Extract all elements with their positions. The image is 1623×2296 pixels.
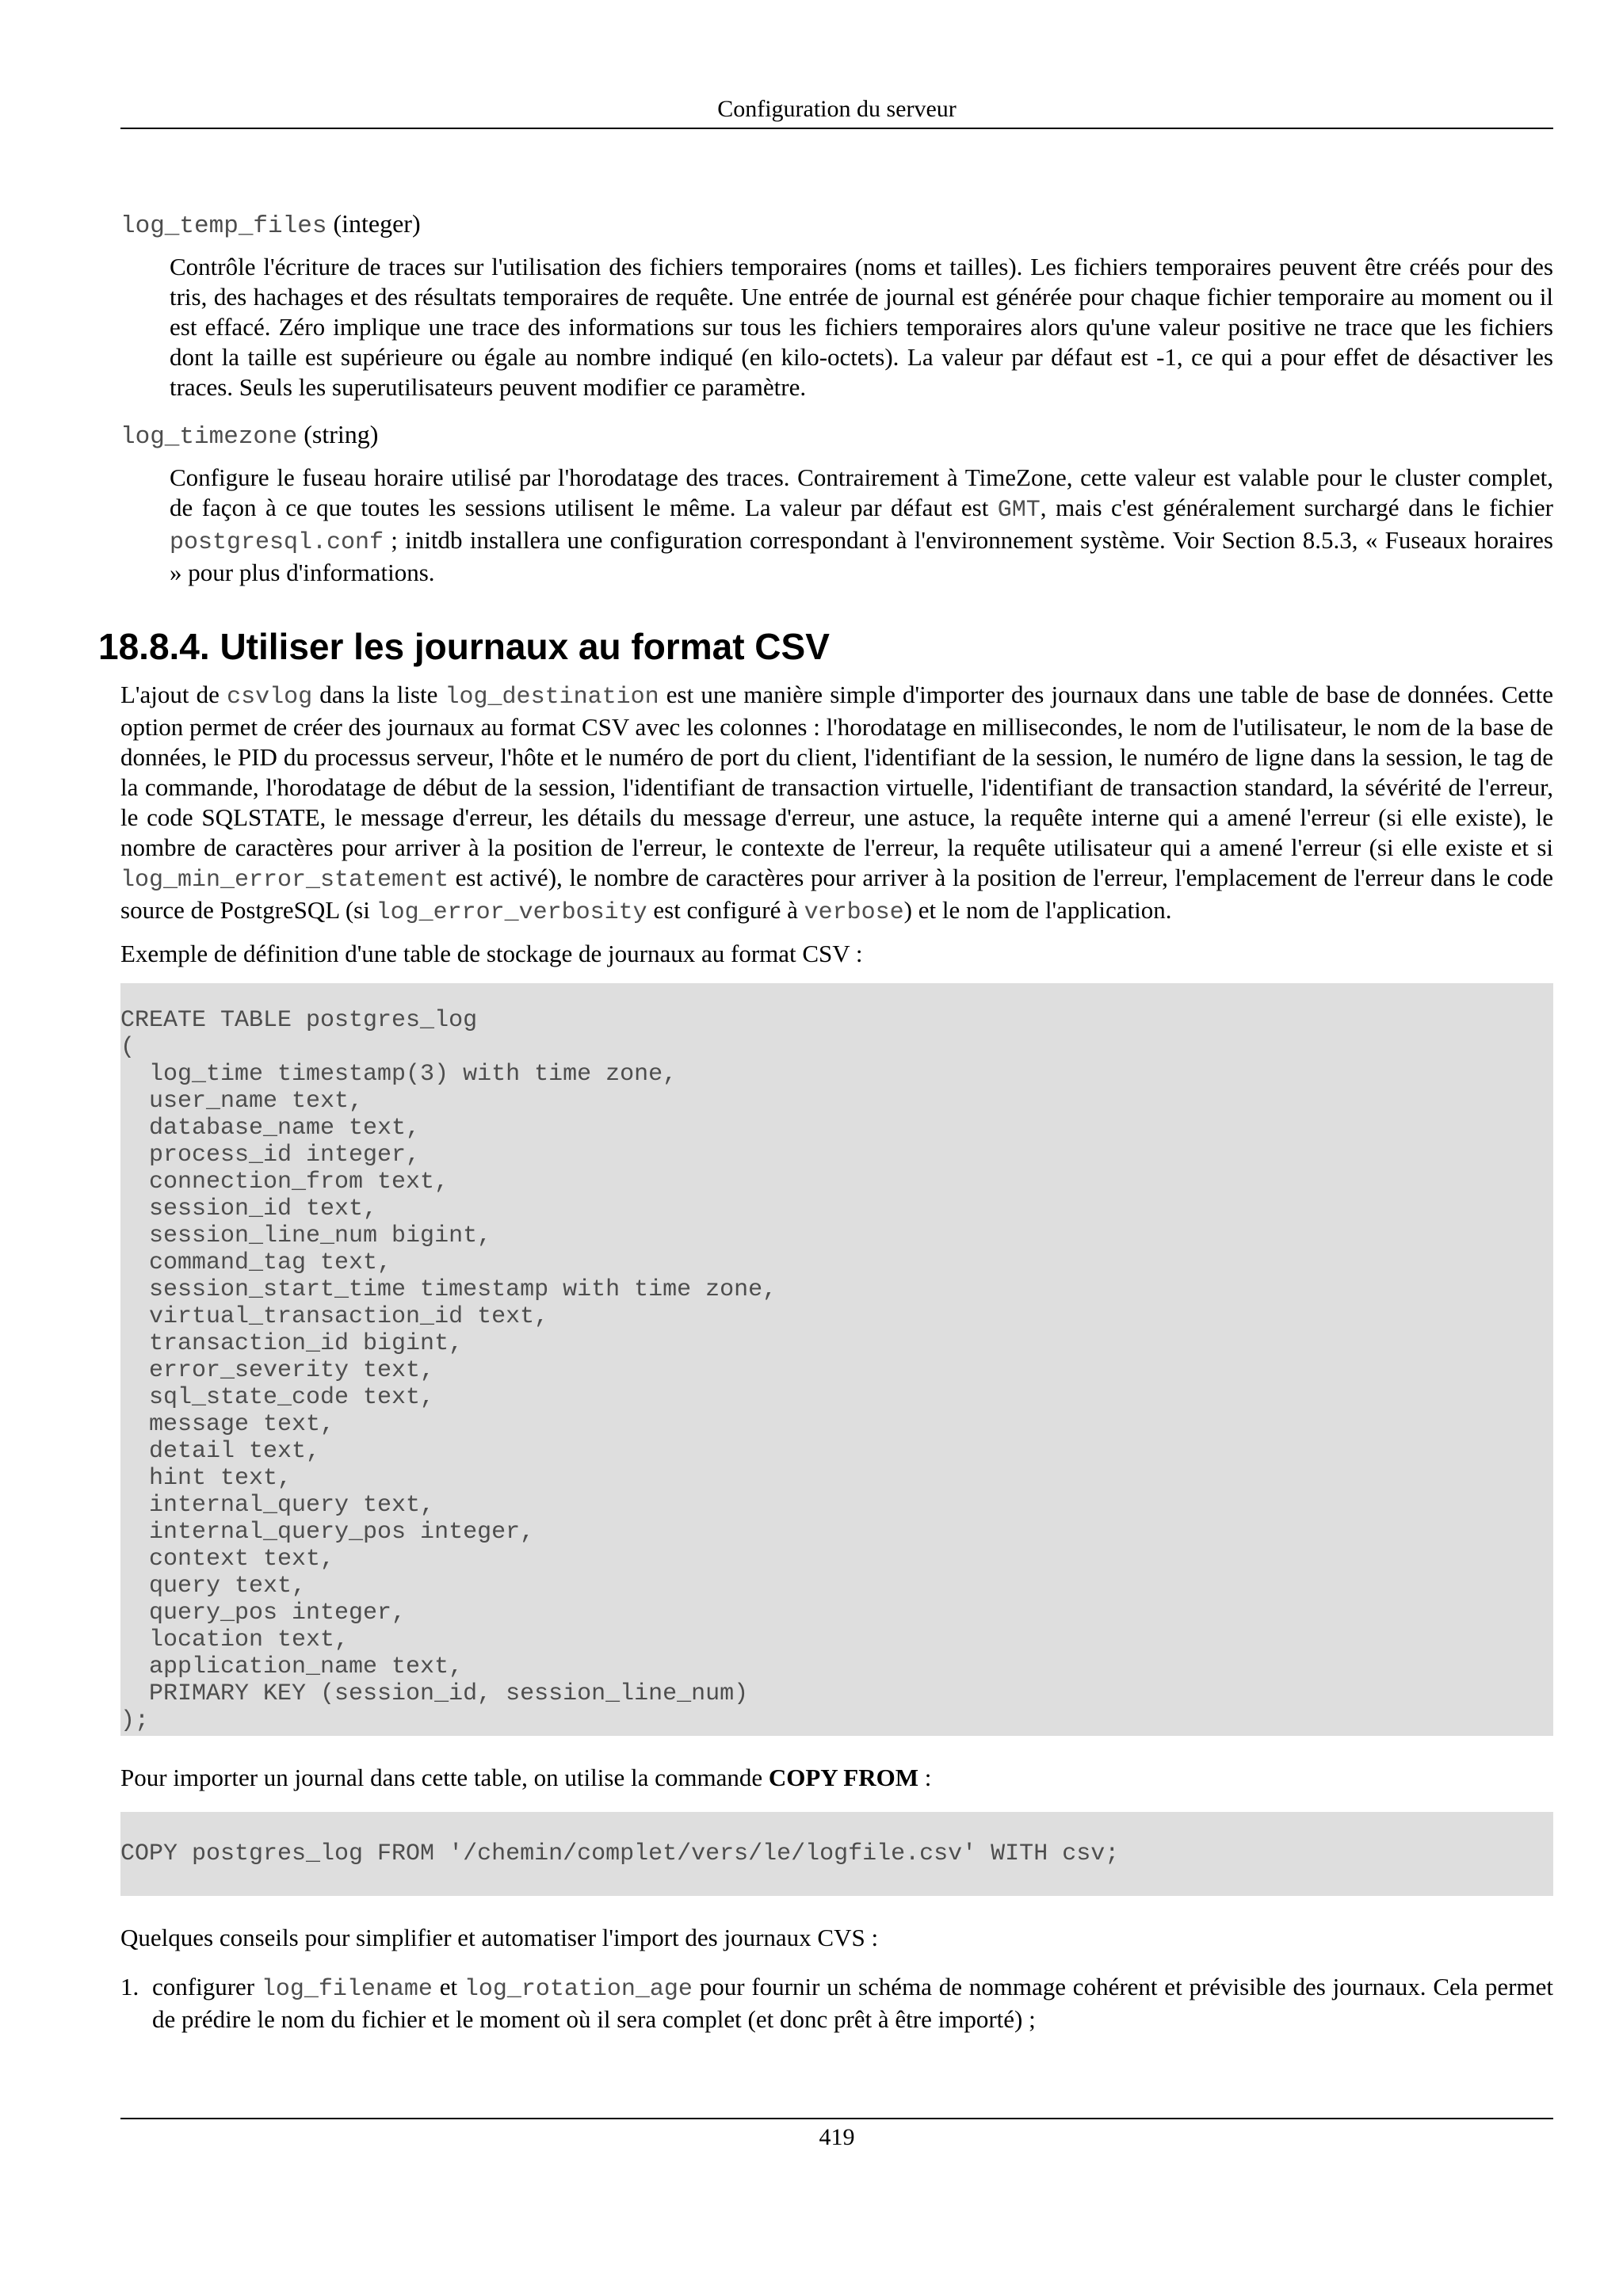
text-run: ) et le nom de l'application.: [903, 896, 1172, 924]
list-item-text: [152, 1972, 1553, 2035]
header-rule: [120, 128, 1553, 129]
tips-intro: Quelques conseils pour simplifier et automatiser l'import des journaux CVS :: [120, 1924, 879, 1951]
copy-code: COPY postgres_log FROM '/chemin/complet/vers/le/logfile.csv' WITH csv;: [120, 1840, 1120, 1867]
text-run: est une manière simple d'importer des journaux dans une table de base de données. Cette option permet de créer des journaux au format CSV avec les colonnes : l'horodatage en millisecondes, le nom de l'utilisateur, le nom de la base de données, le PID du processus serveur, l'hôte et le numéro de port du client, l'identifiant de la session, le numéro de ligne dans la session, le tag de la commande, l'horodatage de début de la session, l'identifiant de transaction virtuelle, l'identifiant de transaction standard, la sévérité de l'erreur, le code SQLSTATE, le message d'erreur, les détails du message d'erreur, une astuce, la requête interne qui a amené l'erreur (si elle existe), le nombre de caractères pour arriver à la position de l'erreur, le contexte de l'erreur, la requête utilisateur qui a amené l'erreur (si elle existe et si: [120, 681, 1554, 861]
definition-log-temp-files: Contrôle l'écriture de traces sur l'utilisation des fichiers temporaires (noms et tailles). Les fichiers temporaires peuvent être créés pour des tris, des hachages et des résultats temporaires de requête. Une entrée de journal est générée pour chaque fichier temporaire au moment ou il est effacé. Zéro implique une trace des informations sur tous les fichiers temporaires alors qu'une valeur positive ne trace que les fichiers dont la taille est supérieure ou égale au nombre indiqué (en kilo-octets). La valeur par défaut est -1, ce qui a pour effet de désactiver les traces. Seuls les superutilisateurs peuvent modifier ce paramètre.: [170, 253, 1553, 401]
example-label: Exemple de définition d'une table de stockage de journaux au format CSV :: [120, 940, 863, 967]
term-log-temp-files: [120, 208, 1553, 242]
text-run: ; initdb installera une configuration correspondant à l'environnement système. Voir Section 8.5.3, « Fuseaux horaires » pour plus d'informations.: [170, 526, 1553, 586]
inline-code: log_filename: [261, 1976, 433, 2003]
inline-code: csvlog: [227, 684, 313, 711]
text-run: Configure le fuseau horaire utilisé par l'horodatage des traces. Contrairement à TimeZone, cette valeur est valable pour le cluster complet, de façon à ce que toutes les sessions utilisent le même. La valeur par défaut est: [170, 463, 1553, 521]
list-number: 1.: [120, 1973, 139, 2000]
inline-code: postgresql.conf: [170, 529, 384, 556]
text-run: :: [918, 1764, 932, 1791]
parameter-name: log_temp_files: [120, 212, 327, 240]
running-header: Configuration du serveur: [717, 96, 957, 122]
import-paragraph: [120, 1763, 1553, 1793]
parameter-type: (string): [304, 420, 379, 448]
command-name: COPY FROM: [768, 1764, 918, 1791]
text-run: L'ajout de: [120, 681, 227, 708]
create-table-code-block: [120, 983, 1553, 1736]
create-table-code: CREATE TABLE postgres_log ( log_time timestamp(3) with time zone, user_name text, database_name text, process_id integer, connection_from text, session_id text, session_line_num bigint, command_tag text, session_start_time timestamp with time zone, virtual_transaction_id text, transaction_id bigint, error_severity text, sql_state_code text, message text, detail text, hint text, internal_query text, internal_query_pos integer, context text, query text, query_pos integer, location text, application_name text, PRIMARY KEY (session_id, session_line_num) );: [120, 1007, 777, 1734]
inline-code: verbose: [804, 899, 904, 926]
footer-rule: [120, 2118, 1553, 2119]
text-run: configurer: [152, 1973, 262, 2000]
inline-code: log_rotation_age: [464, 1976, 693, 2003]
parameter-type: (integer): [333, 209, 421, 238]
copy-code-block: [120, 1812, 1553, 1896]
tips-list: [120, 1972, 1553, 2035]
text-run: pour fournir un schéma de nommage cohérent et prévisible des journaux. Cela permet de prédire le nom du fichier et le moment où il sera complet (et donc prêt à être importé) ;: [152, 1973, 1553, 2033]
text-run: et: [432, 1973, 464, 2000]
inline-code: log_min_error_statement: [120, 867, 449, 894]
section-intro-paragraph: [120, 680, 1553, 928]
inline-code: GMT: [997, 497, 1041, 524]
parameter-name: log_timezone: [120, 423, 298, 451]
text-run: dans la liste: [312, 681, 445, 708]
definition-log-timezone: [170, 463, 1553, 588]
text-run: est activé), le nombre de caractères pour arriver à la position de l'erreur, l'emplacement de l'erreur dans le code source de PostgreSQL (si: [120, 864, 1553, 924]
page-content: [98, 208, 1554, 2035]
list-item: [120, 1972, 1553, 2035]
inline-code: log_destination: [445, 684, 659, 711]
text-run: Pour importer un journal dans cette table, on utilise la commande: [120, 1764, 769, 1791]
section-title: 18.8.4. Utiliser les journaux au format CSV: [98, 626, 830, 667]
text-run: , mais c'est généralement surchargé dans le fichier: [1040, 494, 1553, 521]
inline-code: log_error_verbosity: [376, 899, 647, 926]
term-log-timezone: [120, 418, 1553, 453]
text-run: est configuré à: [647, 896, 804, 924]
page-number: 419: [819, 2124, 855, 2150]
